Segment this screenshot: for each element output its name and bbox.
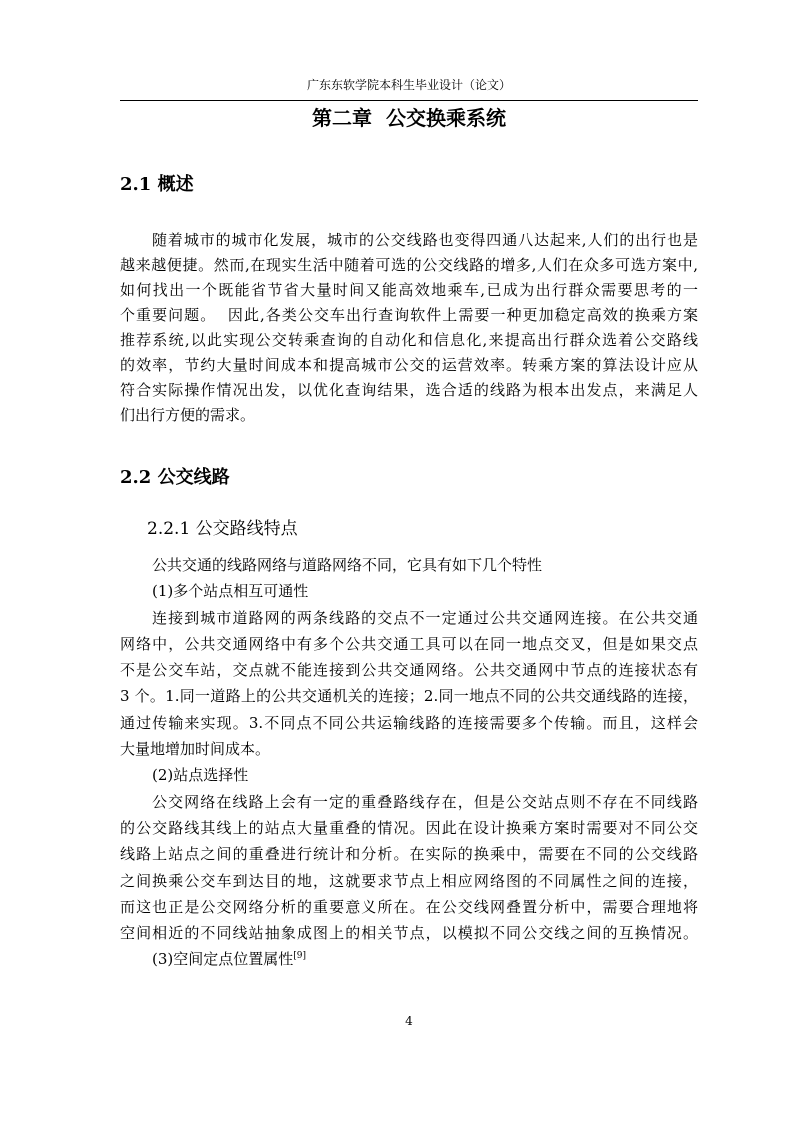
- item-title-3-text: (3)空间定点位置属性: [152, 950, 294, 969]
- paragraph-line: 线路上站点之间的重叠进行统计和分析。在实际的换乘中，需要在不同的公交线路: [120, 845, 698, 864]
- page-number: 4: [405, 1014, 413, 1028]
- subsection-heading-2-2-1: 2.2.1 公交路线特点: [147, 519, 298, 539]
- paragraph-line: 符合实际操作情况出发，以优化查询结果，选合适的线路为根本出发点，来满足人: [120, 381, 698, 399]
- section-heading-2-1: 2.1 概述: [120, 174, 194, 195]
- intro-line: 公共交通的线路网络与道路网络不同，它具有如下几个特性: [152, 556, 543, 574]
- header-rule: [120, 100, 698, 101]
- running-header-title: 广东东软学院本科生毕业设计（论文）: [306, 78, 511, 92]
- subsection-2-2-1-body: [120, 552, 698, 973]
- paragraph-line: 公交网络在线路上会有一定的重叠路线存在，但是公交站点则不存在不同线路: [152, 792, 698, 811]
- paragraph-line: 空间相近的不同线站抽象成图上的相关节点，以模拟不同公交线之间的互换情况。: [120, 924, 698, 943]
- paragraph-line: 网络中，公共交通网络中有多个公共交通工具可以在同一地点交叉，但是如果交点: [120, 634, 698, 653]
- paragraph-line: 连接到城市道路网的两条线路的交点不一定通过公共交通网连接。在公共交通: [152, 608, 698, 627]
- paragraph-line: 大量地增加时间成本。: [120, 740, 271, 759]
- paragraph-line: 之间换乘公交车到达目的地，这就要求节点上相应网络图的不同属性之间的连接，: [120, 871, 698, 890]
- paragraph-line: 们出行方便的需求。: [120, 406, 256, 424]
- item-title-2: (2)站点选择性: [152, 766, 249, 785]
- paragraph-line: 推荐系统,以此实现公交转乘查询的自动化和信息化,来提高出行群众选着公交路线: [120, 331, 698, 349]
- paragraph-line: 个重要问题。 因此,各类公交车出行查询软件上需要一种更加稳定高效的换乘方案: [120, 306, 698, 324]
- paragraph-line: 的效率，节约大量时间成本和提高城市公交的运营效率。转乘方案的算法设计应从: [120, 356, 698, 374]
- item-title-3: [120, 946, 698, 972]
- citation-superscript[interactable]: [9]: [293, 951, 306, 962]
- paragraph-line: 越来越便捷。然而,在现实生活中随着可选的公交线路的增多,人们在众多可选方案中,: [120, 256, 698, 274]
- paragraph-line: 如何找出一个既能省节省大量时间又能高效地乘车,已成为出行群众需要思考的一: [120, 281, 698, 299]
- paragraph-line: 不是公交车站，交点就不能连接到公共交通网络。公共交通网中节点的连接状态有: [120, 661, 698, 680]
- paragraph-line: 而这也正是公交网络分析的重要意义所在。在公交线网叠置分析中，需要合理地将: [120, 897, 698, 916]
- chapter-title: 第二章 公交换乘系统: [312, 106, 506, 130]
- section-2-1-paragraph: [120, 228, 698, 428]
- paragraph-line: 随着城市的城市化发展，城市的公交线路也变得四通八达起来,人们的出行也是: [152, 231, 698, 249]
- paragraph-line: 通过传输来实现。3.不同点不同公共运输线路的连接需要多个传输。而且，这样会: [120, 713, 698, 732]
- item-title-1: (1)多个站点相互可通性: [152, 582, 309, 601]
- paragraph-line: 3 个。1.同一道路上的公共交通机关的连接；2.同一地点不同的公共交通线路的连接，: [120, 687, 698, 706]
- section-heading-2-2: 2.2 公交线路: [120, 467, 230, 488]
- paragraph-line: 的公交路线其线上的站点大量重叠的情况。因此在设计换乘方案时需要对不同公交: [120, 818, 698, 837]
